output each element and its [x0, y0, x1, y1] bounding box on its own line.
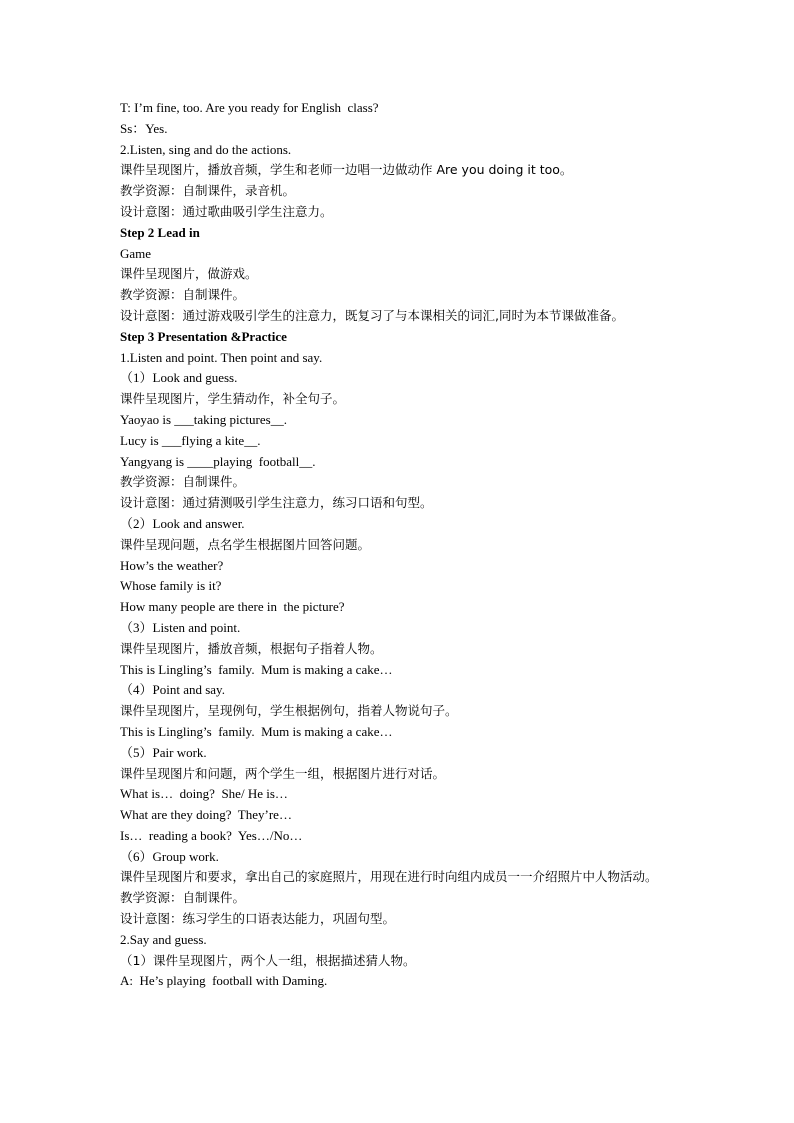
example-sentence: A: He’s playing football with Daming.	[120, 973, 328, 989]
dialogue-line-teacher: T: I’m fine, too. Are you ready for English class?	[120, 100, 379, 115]
activity-description: 课件呈现图片，呈现例句，学生根据例句，指着人物说句子。	[120, 703, 458, 719]
activity-heading: 2.Say and guess.	[120, 931, 207, 947]
teaching-resources: 教学资源：自制课件，录音机。	[120, 183, 296, 199]
design-intent: 设计意图：通过游戏吸引学生的注意力，既复习了与本课相关的词汇,同时为本节课做准备。	[120, 307, 624, 323]
activity-description: 课件呈现图片，做游戏。	[120, 266, 258, 282]
activity-heading: Game	[120, 245, 152, 261]
example-question: How many people are there in the picture?	[120, 599, 345, 615]
teaching-resources: 教学资源：自制课件。	[120, 287, 246, 303]
teaching-resources: 教学资源：自制课件。	[120, 474, 246, 490]
example-sentence: Yangyang is ____playing football__.	[120, 453, 316, 469]
example-sentence: Is… reading a book? Yes…/No…	[120, 827, 303, 843]
sub-activity-heading: （2）Look and answer.	[120, 515, 245, 531]
example-sentence: Lucy is ___flying a kite__.	[120, 432, 261, 448]
example-question: How’s the weather?	[120, 557, 224, 573]
sub-activity-heading: （6）Group work.	[120, 848, 219, 864]
sub-activity-heading: （1）Look and guess.	[120, 370, 238, 386]
activity-description: 课件呈现图片，学生猜动作，补全句子。	[120, 391, 346, 407]
step-heading: Step 2 Lead in	[120, 224, 200, 240]
design-intent: 设计意图：通过猜测吸引学生注意力，练习口语和句型。	[120, 495, 433, 511]
lesson-plan-text	[120, 98, 720, 992]
activity-description: 课件呈现图片和问题，两个学生一组，根据图片进行对话。	[120, 765, 446, 781]
example-sentence: This is Lingling’s family. Mum is making a cake…	[120, 723, 393, 739]
sub-activity-heading: （4）Point and say.	[120, 682, 225, 698]
sub-activity-heading: （5）Pair work.	[120, 744, 207, 760]
example-question: Whose family is it?	[120, 578, 222, 594]
design-intent: 设计意图：通过歌曲吸引学生注意力。	[120, 203, 333, 219]
dialogue-line-students: Ss：Yes.	[120, 120, 168, 136]
activity-description: 课件呈现图片，播放音频，根据句子指着人物。	[120, 640, 383, 656]
activity-description: 课件呈现图片和要求，拿出自己的家庭照片，用现在进行时向组内成员一一介绍照片中人物活动。	[120, 869, 658, 885]
example-sentence: This is Lingling’s family. Mum is making a cake…	[120, 661, 393, 677]
example-sentence: What are they doing? They’re…	[120, 807, 292, 823]
sub-activity-heading: （1）课件呈现图片，两个人一组，根据描述猜人物。	[120, 952, 416, 968]
example-sentence: What is… doing? She/ He is…	[120, 786, 288, 802]
sub-activity-heading: （3）Listen and point.	[120, 619, 241, 635]
example-sentence: Yaoyao is ___taking pictures__.	[120, 411, 287, 427]
activity-description: 课件呈现问题，点名学生根据图片回答问题。	[120, 536, 371, 552]
activity-heading: 2.Listen, sing and do the actions.	[120, 141, 292, 157]
step-heading: Step 3 Presentation &Practice	[120, 328, 287, 344]
activity-description: 课件呈现图片，播放音频，学生和老师一边唱一边做动作 Are you doing it too。	[120, 162, 573, 178]
design-intent: 设计意图：练习学生的口语表达能力，巩固句型。	[120, 911, 396, 927]
teaching-resources: 教学资源：自制课件。	[120, 890, 246, 906]
activity-heading: 1.Listen and point. Then point and say.	[120, 349, 323, 365]
